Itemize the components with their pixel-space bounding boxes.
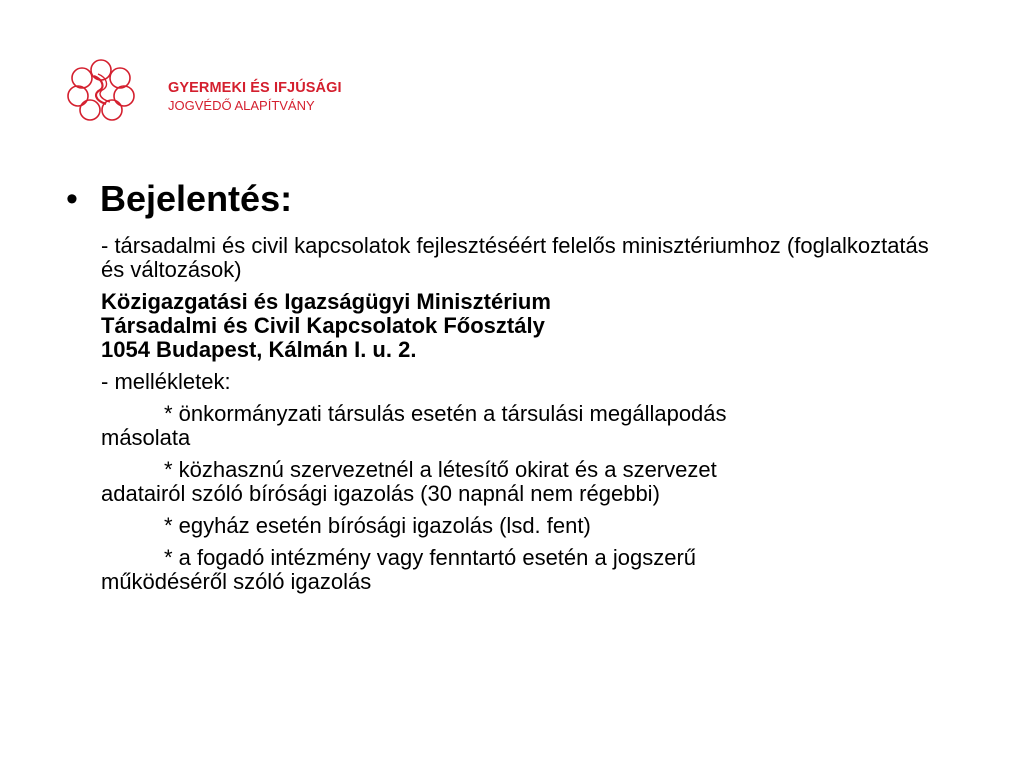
address-line-street: 1054 Budapest, Kálmán I. u. 2. [101, 337, 417, 362]
address-block [101, 290, 946, 362]
attachment-item [101, 546, 946, 594]
attachment-text: * önkormányzati társulás esetén a társulási megállapodás [164, 401, 727, 426]
attachments-label: - mellékletek: [101, 369, 231, 394]
intro-text: - társadalmi és civil kapcsolatok fejlesztéséért felelős minisztériumhoz (foglalkoztatás és változások) [101, 233, 929, 282]
attachment-text: * egyház esetén bírósági igazolás (lsd. fent) [164, 513, 591, 538]
address-line-department: Társadalmi és Civil Kapcsolatok Főosztály [101, 313, 545, 338]
attachment-text: * közhasznú szervezetnél a létesítő okirat és a szervezet [164, 457, 717, 482]
logo-title: GYERMEKI ÉS IFJÚSÁGI [168, 80, 342, 96]
slide-heading: Bejelentés: [100, 178, 293, 219]
attachment-text: * a fogadó intézmény vagy fenntartó esetén a jogszerű [164, 545, 697, 570]
attachment-item [101, 458, 946, 506]
attachment-text-cont: adatairól szóló bírósági igazolás (30 napnál nem régebbi) [101, 481, 660, 506]
address-line-ministry: Közigazgatási és Igazságügyi Minisztérium [101, 289, 551, 314]
attachment-item [101, 402, 946, 450]
slide-content [66, 178, 946, 594]
logo-subtitle: JOGVÉDŐ ALAPÍTVÁNY [168, 98, 315, 113]
foundation-logo [60, 56, 350, 126]
attachment-item [101, 514, 946, 538]
attachment-text-cont: működéséről szóló igazolás [101, 569, 372, 594]
bullet-icon: • [66, 180, 78, 218]
attachment-text-cont: másolata [101, 425, 191, 450]
flower-logo-icon [60, 56, 142, 122]
